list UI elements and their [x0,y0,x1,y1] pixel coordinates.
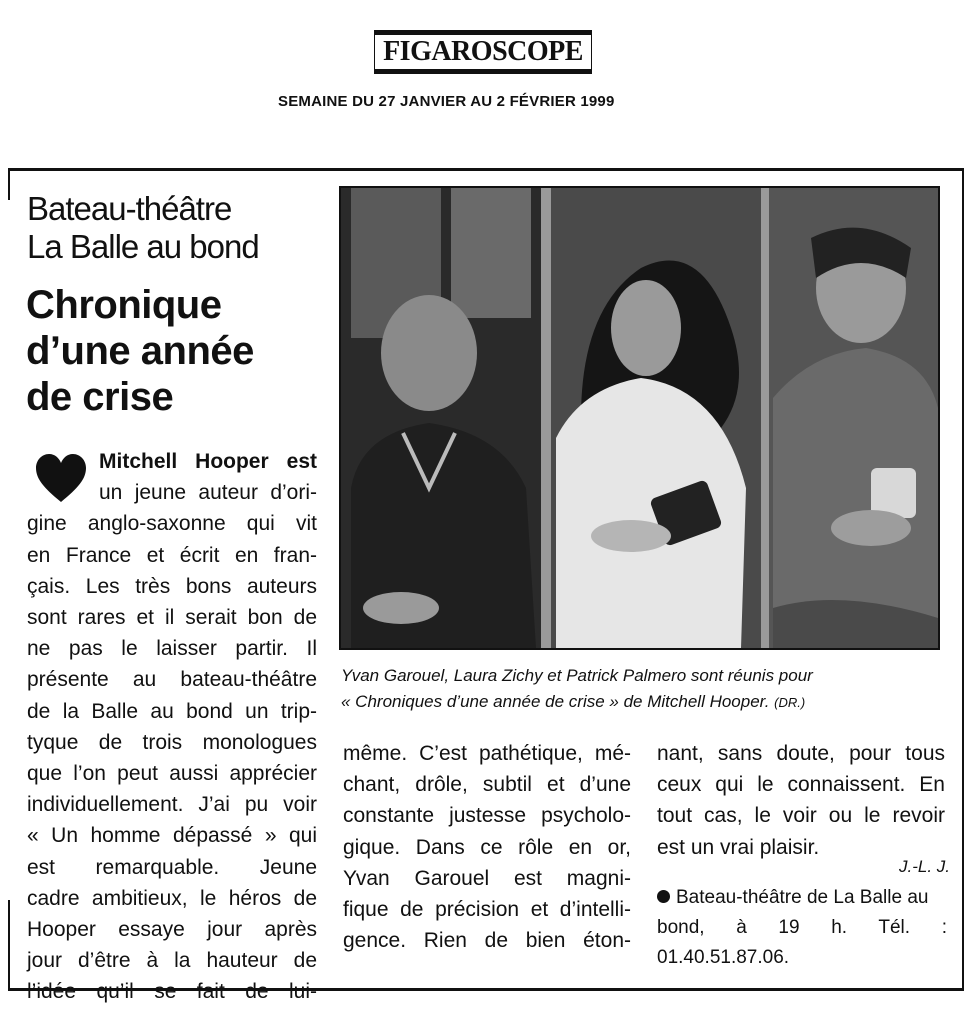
article-line: individuellement. J’ai pu voir [27,793,317,817]
article-line: constante justesse psycholo- [343,804,631,828]
masthead-part2: SCOPE [492,36,583,67]
kicker-line1: Bateau-théâtre [27,190,232,227]
article-line: tyque de trois monologues [27,730,317,754]
headline-line1: Chronique [26,283,222,327]
info-line2: bond, à 19 h. Tél. : [657,917,947,938]
article-line: l’idée qu’il se fait de lui- [27,980,317,1004]
headline-line2: d’une année [26,329,254,373]
caption-line2: « Chroniques d’une année de crise » de Mitchell Hooper. [341,692,770,711]
cast-photo [339,186,940,650]
caption-credit: (DR.) [774,695,806,710]
frame-top-rule [8,168,964,171]
article-line: un jeune auteur d’ori- [99,481,317,505]
article-line: çais. Les très bons auteurs [27,574,317,598]
article-line: présente au bateau-théâtre [27,668,317,692]
article-line: est remarquable. Jeune [27,855,317,879]
article-line: gence. Rien de bien éton- [343,929,631,953]
article-line: gique. Dans ce rôle en or, [343,835,631,859]
article-line: jour d’être à la hauteur de [27,949,317,973]
article-line: que l’on peut aussi apprécier [27,762,317,786]
dateline: SEMAINE DU 27 JANVIER AU 2 FÉVRIER 1999 [278,93,615,110]
article-line: Hooper essaye jour après [27,918,317,942]
article-column-1 [27,446,317,1008]
article-line: chant, drôle, subtil et d’une [343,773,631,797]
frame-left-rule-top [8,168,10,200]
masthead-part1: FIGARO [383,36,493,67]
article-line: de la Balle au bond un trip- [27,699,317,723]
article-line: sont rares et il serait bon de [27,606,317,630]
article-line: même. C’est pathétique, mé- [343,742,631,765]
caption-line1: Yvan Garouel, Laura Zichy et Patrick Palmero sont réunis pour [341,666,813,685]
article-line: gine anglo-saxonne qui vit [27,512,317,536]
article-column-3 [657,738,945,863]
article-line: est un vrai plaisir. [657,835,820,859]
author-signature: J.-L. J. [898,857,950,876]
article-headline [26,282,336,420]
article-line: fique de précision et d’intelli- [343,898,631,922]
article-line: Yvan Garouel est magni- [343,866,631,890]
info-line3: 01.40.51.87.06. [657,947,790,968]
photo-caption [341,663,946,716]
headline-line3: de crise [26,375,174,419]
masthead-logo [374,30,592,74]
cast-photo-image [341,188,938,648]
article-line: tout cas, le voir ou le revoir [657,804,945,828]
article-kicker [27,190,327,266]
article-line: cadre ambitieux, le héros de [27,886,317,910]
info-line1: Bateau-théâtre de La Balle au [676,887,929,908]
article-line: « Un homme dépassé » qui [27,824,317,848]
article-line: ceux qui le connaissent. En [657,773,945,797]
article-line: Mitchell Hooper est [99,450,317,473]
article-line: en France et écrit en fran- [27,543,317,567]
article-line: ne pas le laisser partir. Il [27,637,317,661]
kicker-line2: La Balle au bond [27,228,259,265]
bullet-icon [657,890,670,903]
frame-left-rule-bottom [8,900,10,990]
article-line: nant, sans doute, pour tous [657,742,945,765]
article-column-2 [343,738,631,956]
frame-right-rule [962,168,964,990]
venue-info [657,883,947,973]
